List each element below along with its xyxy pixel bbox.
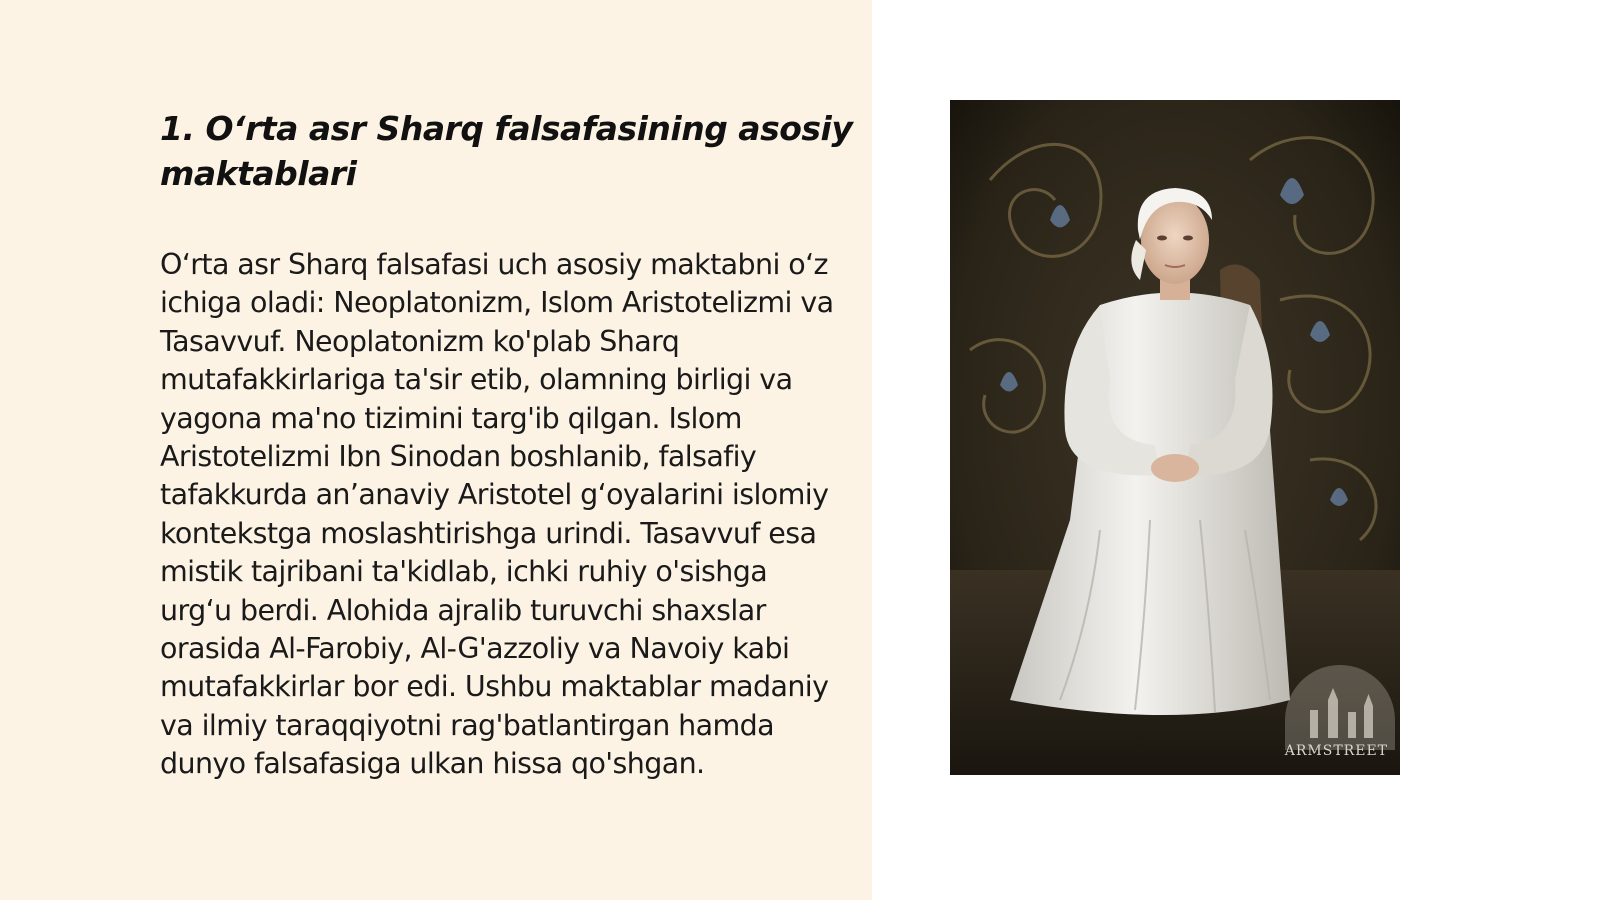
slide-title: 1. O‘rta asr Sharq falsafasining asosiy maktablari xyxy=(160,109,853,193)
armstreet-watermark: ARMSTREET xyxy=(1284,743,1388,759)
portrait-photo xyxy=(950,100,1400,775)
slide-body-text: O‘rta asr Sharq falsafasi uch asosiy maktabni o‘z ichiga oladi: Neoplatonizm, Islom Aristotelizmi va Tasavvuf. Neoplatonizm ko'plab Sharq mutafakkirlariga ta'sir etib, olamning birligi va yagona ma'no tizimini targ'ib qilgan. Islom Aristotelizmi Ibn Sinodan boshlanib, falsafiy tafakkurda an’anaviy Aristotel g‘oyalarini islomiy kontekstga moslashtirishga urindi. Tasavvuf esa mistik tajribani ta'kidlab, ichki ruhiy o'sishga urg‘u berdi. Alohida ajralib turuvchi shaxslar orasida Al-Farobiy, Al-G'azzoliy va Navoiy kabi mutafakkirlar bor edi. Ushbu maktablar madaniy va ilmiy taraqqiyotni rag'batlantirgan hamda dunyo falsafasiga ulkan hissa qo'shgan. xyxy=(160,248,834,781)
portrait-illustration xyxy=(950,100,1400,775)
